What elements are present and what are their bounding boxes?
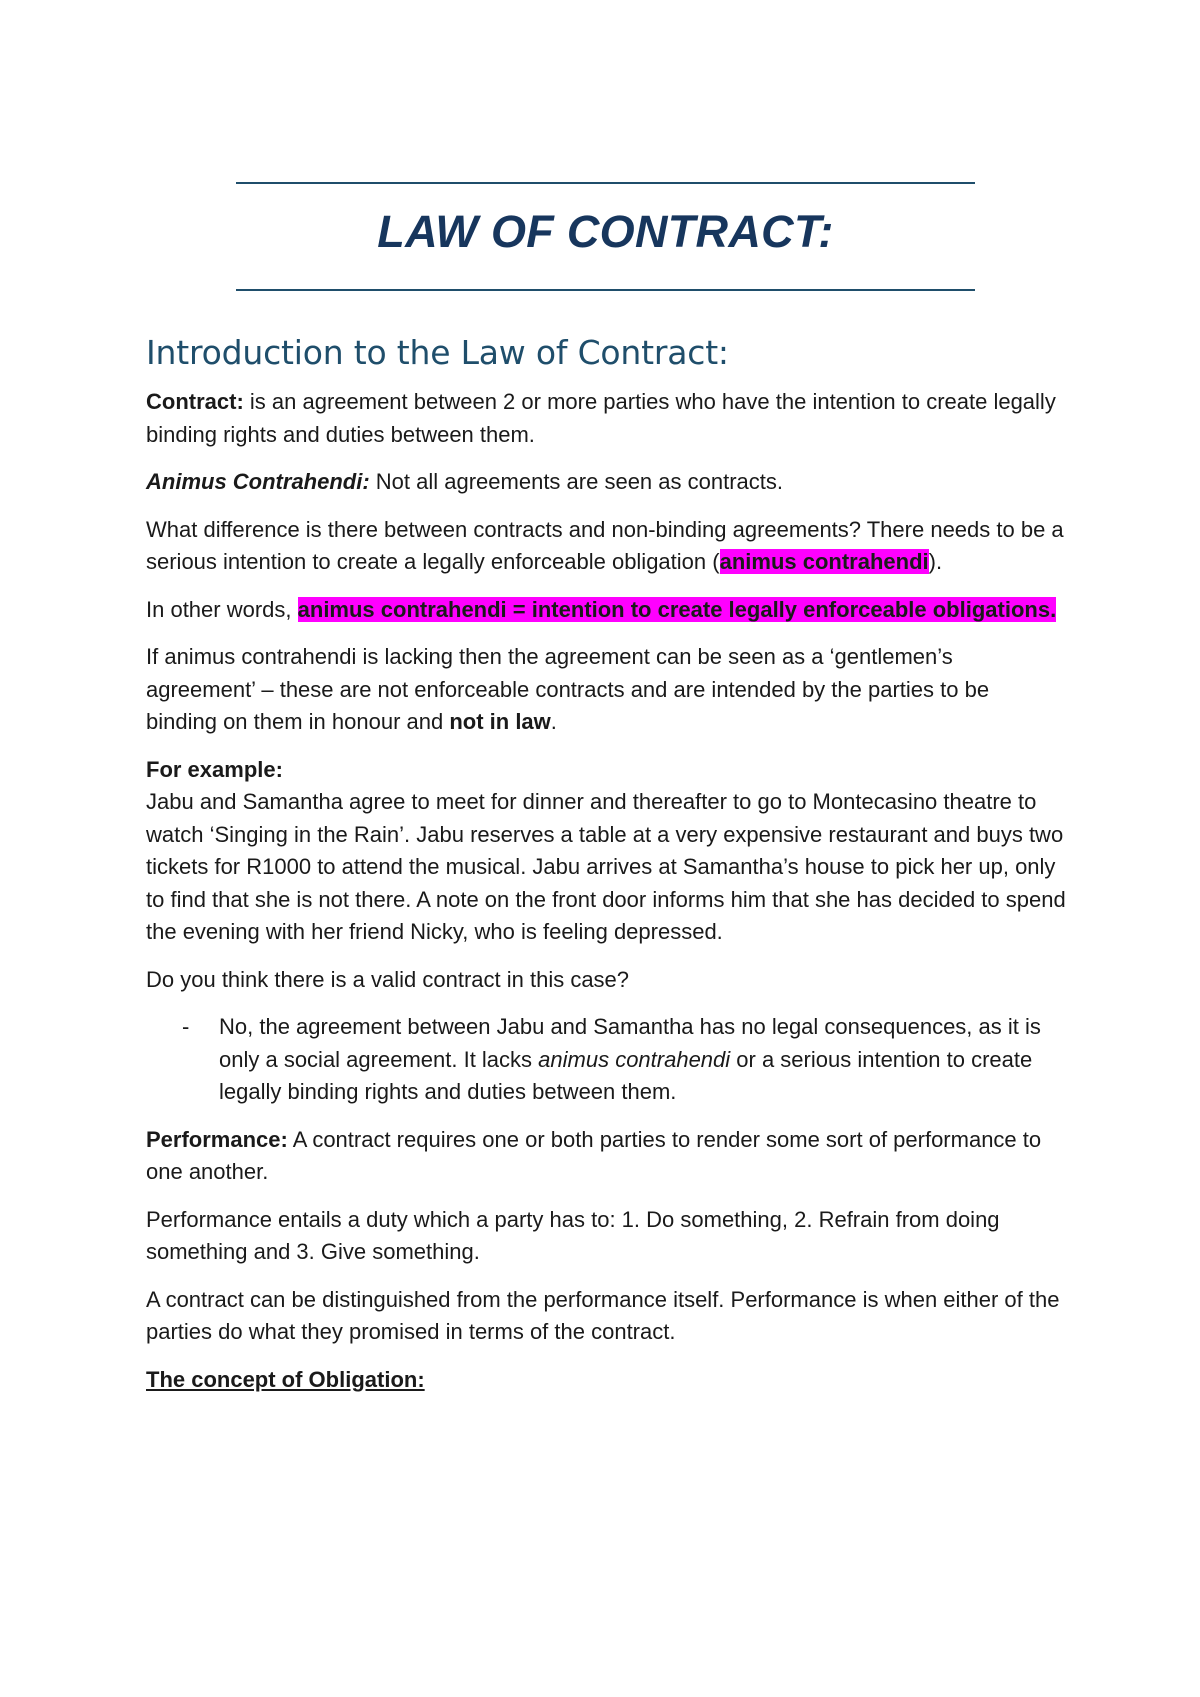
example-heading (146, 754, 1066, 787)
document-title: LAW OF CONTRACT: (377, 206, 834, 257)
lacking-bold: not in law (449, 709, 551, 734)
title-top-rule (236, 182, 975, 184)
question-paragraph: Do you think there is a valid contract in this case? (146, 966, 630, 992)
contract-definition (146, 386, 1066, 451)
animus-term: Animus Contrahendi: (146, 469, 370, 494)
difference-paragraph (146, 514, 1066, 579)
answer-text-2: or a serious intention to create legally binding rights and duties between them. (219, 1046, 1033, 1104)
contract-text: is an agreement between 2 or more parties who have the intention to create legally binding rights and duties between them. (146, 389, 1056, 447)
difference-text: What difference is there between contracts and non-binding agreements? There needs to be a serious intention to create a legally enforceable obligation ( (146, 516, 1064, 574)
performance-text: A contract requires one or both parties to render some sort of performance to one another. (146, 1126, 1042, 1184)
answer-list (146, 1011, 1066, 1109)
other-words-paragraph (146, 594, 1066, 627)
lacking-end: . (550, 709, 557, 734)
example-text: Jabu and Samantha agree to meet for dinner and thereafter to go to Montecasino theatre to watch ‘Singing in the Rain’. Jabu reserves a table at a very expensive restaurant and buys two tickets for R1000 to attend the musical. Jabu arrives at Samantha’s house to pick her up, only to find that she is not there. A note on the front door informs him that she has decided to spend the evening with her friend Nicky, who is feeling depressed. (146, 789, 1066, 944)
document-body (146, 326, 1066, 1411)
contract-term: Contract: (146, 389, 244, 414)
distinguished-paragraph: A contract can be distinguished from the performance itself. Performance is when either of the parties do what they promised in terms of the contract. (146, 1286, 1060, 1344)
animus-definition (146, 466, 1066, 499)
list-item (146, 1011, 1066, 1109)
animus-text: Not all agreements are seen as contracts. (369, 469, 783, 494)
other-words-highlight: animus contrahendi = intention to create legally enforceable obligations. (297, 596, 1057, 622)
lacking-paragraph (146, 641, 1066, 739)
performance-definition (146, 1124, 1066, 1189)
answer-italic: animus contrahendi (538, 1046, 731, 1072)
other-words-text: In other words, (146, 596, 298, 622)
section-heading: Introduction to the Law of Contract: (146, 333, 729, 372)
obligation-heading (146, 1364, 1066, 1397)
difference-highlight: animus contrahendi (719, 549, 929, 574)
dash-bullet: - (182, 1014, 190, 1039)
performance-duty-paragraph: Performance entails a duty which a party has to: 1. Do something, 2. Refrain from doing something and 3. Give something. (146, 1206, 1000, 1264)
title-bottom-rule (236, 289, 975, 291)
obligation-heading-text: The concept of Obligation: (146, 1366, 425, 1392)
performance-term: Performance: (146, 1126, 288, 1152)
example-heading-text: For example: (146, 756, 283, 782)
lacking-text: If animus contrahendi is lacking then the agreement can be seen as a ‘gentlemen’s agreement’ – these are not enforceable contracts and are intended by the parties to be binding on them in honour and (146, 644, 990, 734)
difference-end: ). (928, 549, 943, 574)
answer-text-1: No, the agreement between Jabu and Samantha has no legal consequences, as it is only a social agreement. It lacks (219, 1014, 1041, 1072)
